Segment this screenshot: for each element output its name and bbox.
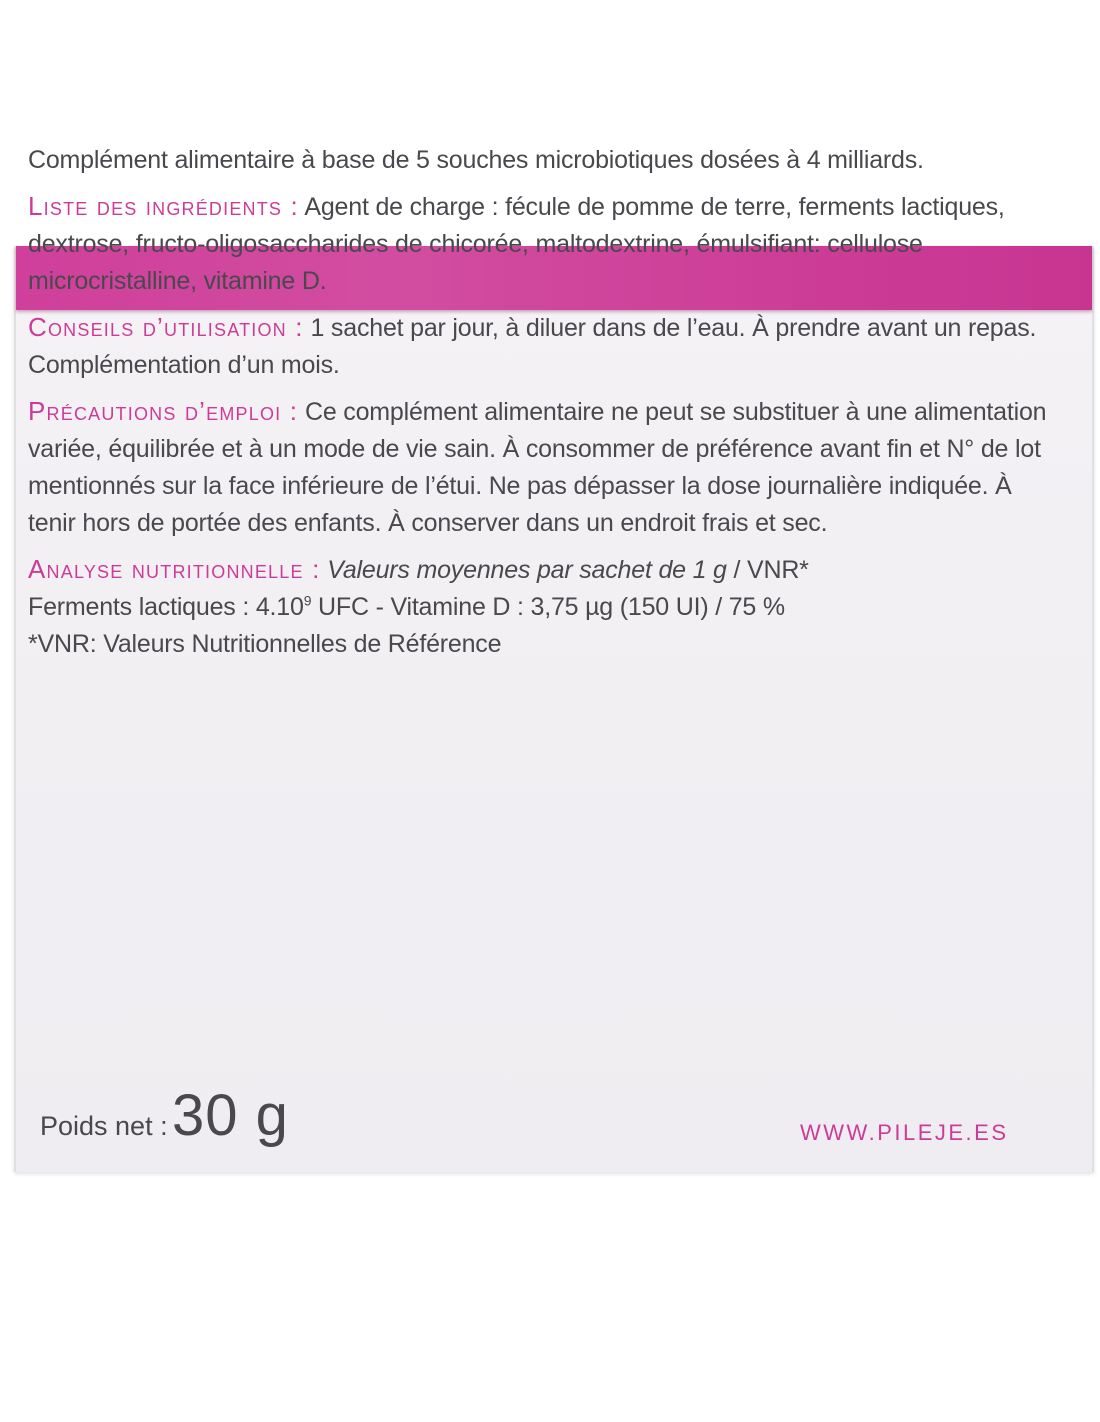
nutrition-values-end: UFC - Vitamine D : 3,75 µg (150 UI) / 75 % [311, 593, 785, 621]
net-weight-label: Poids net : [40, 1111, 168, 1141]
nutrition-heading: Analyse nutritionnelle : [28, 554, 321, 584]
nutrition-vnr: / VNR* [726, 556, 809, 584]
precautions-section [28, 393, 1058, 542]
usage-heading: Conseils d’utilisation : [28, 312, 304, 342]
precautions-text: Ce complément alimentaire ne peut se substituer à une alimentation variée, équilibrée et à un mode de vie sain. À consommer de préférence avant fin et N° de lot mentionnés sur la face inférieure de l’étui. Ne pas dépasser la dose journalière indiquée. À tenir hors de portée des enfants. À conserver dans un endroit frais et sec. [28, 398, 1047, 537]
net-weight [40, 1082, 289, 1149]
nutrition-exponent: 9 [303, 592, 312, 609]
website-link[interactable]: WWW.PILEJE.ES [800, 1120, 1009, 1145]
ingredients-heading: Liste des ingrédients : [28, 191, 299, 221]
label-content [28, 142, 1058, 663]
nutrition-values-start: Ferments lactiques : 4.10 [28, 593, 304, 621]
ingredients-text: Agent de charge : fécule de pomme de terre, ferments lactiques, dextrose, fructo-oligosaccharides de chicorée, maltodextrine, émulsifiant: cellulose microcristalline, vitamine D. [28, 193, 1005, 295]
nutrition-section [28, 551, 1058, 663]
nutrition-footnote: *VNR: Valeurs Nutritionnelles de Référence [28, 630, 502, 658]
usage-section [28, 309, 1058, 384]
intro-line: Complément alimentaire à base de 5 souches microbiotiques dosées à 4 milliards. [28, 146, 924, 174]
nutrition-subheading: Valeurs moyennes par sachet de 1 g [327, 556, 727, 584]
usage-text: 1 sachet par jour, à diluer dans de l’eau. À prendre avant un repas. Complémentation d’un mois. [28, 314, 1037, 379]
net-weight-value: 30 g [172, 1083, 289, 1148]
precautions-heading: Précautions d’emploi : [28, 396, 299, 426]
intro-text [28, 142, 1058, 179]
ingredients-section [28, 188, 1058, 300]
